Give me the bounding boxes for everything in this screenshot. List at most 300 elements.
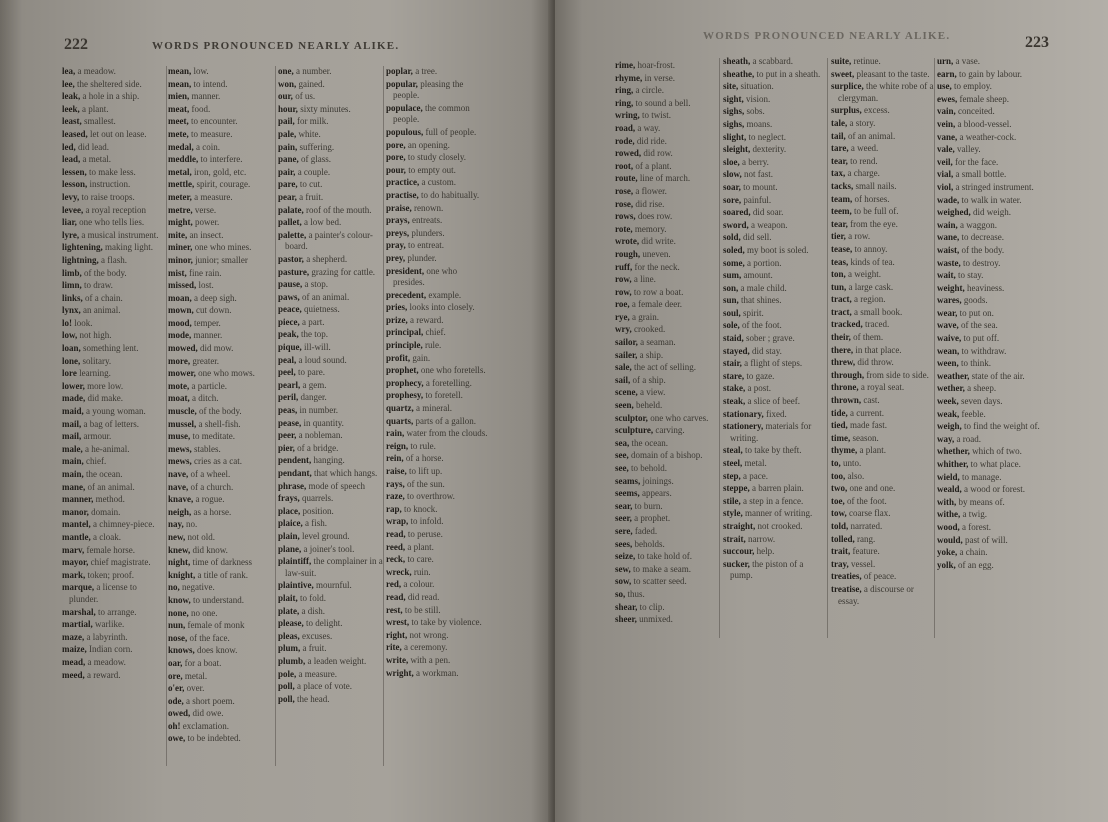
glossary-entry [723,182,828,194]
entry-definition: a road. [954,433,982,444]
glossary-entry [615,73,720,85]
entry-definition: a meadow. [75,66,116,76]
entry-definition: a rogue. [193,494,225,505]
glossary-entry [831,546,936,558]
entry-definition: a current. [847,407,884,418]
glossary-entry [62,368,167,380]
glossary-entry [168,330,273,342]
glossary-entry [168,620,273,632]
entry-word: meter, [168,191,192,202]
entry-definition: the white robe of a clergyman. [838,81,934,103]
entry-definition: to delight. [303,618,343,629]
entry-definition: the ocean. [83,469,123,479]
glossary-entry [62,343,167,355]
glossary-entry [831,408,936,420]
glossary-entry [278,643,383,655]
entry-word: waist, [937,244,960,255]
glossary-entry [937,472,1042,484]
entry-definition: to peruse. [405,528,443,539]
glossary-entry [278,544,383,556]
entry-definition: a fruit. [296,191,324,202]
glossary-entry [831,345,936,357]
entry-word: treaties, [831,571,862,582]
glossary-entry [168,154,273,166]
entry-definition: a weed. [848,143,879,154]
entry-definition: the top. [298,329,329,340]
entry-word: knave, [168,494,194,505]
entry-definition: power. [192,217,220,228]
word-column [168,66,273,746]
entry-word: maize, [62,644,87,655]
entry-word: tacks, [831,180,854,191]
glossary-entry [937,434,1042,446]
entry-word: mead, [62,656,86,667]
glossary-entry [168,557,273,569]
glossary-entry [386,567,491,579]
entry-word: sweet, [831,68,855,79]
entry-definition: to empty out. [405,164,456,175]
entry-definition: a barren plain. [749,483,804,494]
entry-word: pendent, [278,455,312,466]
entry-word: row, [615,274,632,285]
entry-word: precedent, [386,289,427,300]
entry-definition: to lift up. [406,466,443,476]
glossary-entry [278,430,383,442]
glossary-entry [386,79,491,102]
glossary-entry [831,257,936,269]
glossary-entry [723,521,828,533]
entry-word: so, [615,588,626,599]
glossary-entry [168,721,273,733]
glossary-entry [62,242,167,254]
entry-definition: that shines. [738,295,782,306]
glossary-entry [615,501,720,513]
glossary-entry [62,255,167,267]
entry-definition: a blood-vessel. [955,118,1012,129]
entry-definition: pleasing the people. [393,78,464,101]
glossary-entry [831,395,936,407]
entry-word: lo! [62,317,72,328]
glossary-entry [62,205,167,217]
entry-word: hour, [278,103,298,114]
entry-definition: made fast. [847,420,887,431]
entry-definition: from side to side. [864,369,929,380]
entry-word: prays, [386,215,410,226]
entry-word: style, [723,508,743,519]
entry-definition: an insect. [187,229,224,240]
entry-definition: a weight. [845,269,882,280]
entry-definition: verse. [192,204,217,215]
entry-definition: materials for writing. [730,421,812,443]
glossary-entry [615,488,720,500]
entry-definition: to care. [405,554,434,565]
entry-definition: a large cask. [846,281,894,292]
entry-definition: to be full of. [851,206,899,217]
word-column [278,66,383,706]
glossary-entry [937,446,1042,458]
entry-definition: a ship. [637,349,664,360]
entry-definition: token; proof. [85,569,134,580]
entry-definition: a grain. [629,311,659,322]
entry-word: weighed, [937,207,971,218]
entry-definition: of an animal. [85,481,135,492]
entry-word: plaintive, [278,580,314,591]
entry-definition: grazing for cattle. [309,266,376,277]
glossary-entry [168,293,273,305]
glossary-entry [615,211,720,223]
glossary-entry [386,390,491,402]
entry-definition: to interfere. [198,154,243,165]
glossary-entry [723,559,828,582]
glossary-entry [62,532,167,544]
glossary-entry [723,396,828,408]
entry-word: rowed, [615,148,642,159]
entry-word: write, [386,654,409,665]
entry-word: nave, [168,481,189,492]
glossary-entry [62,406,167,418]
glossary-entry [937,182,1042,194]
entry-word: wether, [937,383,965,394]
entry-definition: quietness. [301,304,340,315]
glossary-entry [168,595,273,607]
entry-word: trait, [831,546,851,557]
glossary-entry [831,69,936,81]
glossary-entry [937,69,1042,81]
entry-definition: something lent. [80,343,139,354]
entry-word: nose, [168,632,188,643]
entry-word: seize, [615,551,636,562]
entry-word: ton, [831,269,846,280]
glossary-entry [62,494,167,506]
entry-definition: to be still. [402,604,441,615]
entry-definition: sobs. [744,106,765,117]
glossary-entry [937,371,1042,383]
entry-definition: a berry. [739,156,769,167]
entry-definition: a seaman. [637,337,676,348]
entry-definition: excuses. [299,630,333,641]
glossary-entry [615,463,720,475]
entry-word: sail, [615,374,631,385]
entry-definition: a workman. [413,667,459,678]
glossary-entry [831,181,936,193]
glossary-entry [168,356,273,368]
entry-definition: to withdraw. [959,345,1007,356]
entry-word: would, [937,534,963,545]
entry-word: tail, [831,130,846,141]
entry-word: meddle, [168,154,199,165]
glossary-entry [278,267,383,279]
glossary-entry [62,393,167,405]
entry-definition: to stay. [955,270,984,281]
glossary-entry [937,220,1042,232]
entry-definition: to foretell. [423,390,463,401]
entry-definition: did make. [85,393,123,404]
entry-word: lower, [62,380,85,391]
glossary-entry [278,392,383,404]
entry-definition: of them. [850,332,884,343]
entry-definition: to row a boat. [631,286,684,297]
entry-word: oar, [168,657,183,668]
glossary-entry [278,104,383,116]
entry-definition: a young woman. [83,406,146,417]
entry-definition: renown. [411,202,444,213]
entry-definition: feeble. [959,408,986,419]
glossary-entry [278,580,383,592]
glossary-entry [386,140,491,152]
glossary-entry [386,668,491,680]
entry-definition: of a wheel. [188,469,231,479]
glossary-entry [278,167,383,179]
glossary-entry [386,152,491,164]
entry-word: whither, [937,459,969,469]
glossary-entry [937,421,1042,433]
entry-word: step, [723,470,741,481]
entry-word: pearl, [278,379,301,390]
entry-definition: the ocean. [629,437,668,448]
glossary-entry [615,513,720,525]
glossary-entry [386,353,491,365]
entry-definition: of an egg. [955,559,994,570]
glossary-entry [62,293,167,305]
entry-word: through, [831,369,865,380]
entry-word: see, [615,450,629,461]
glossary-entry [278,405,383,417]
glossary-entry [168,532,273,544]
glossary-entry [278,531,383,543]
entry-definition: seven days. [958,396,1003,407]
entry-definition: excess. [861,105,890,116]
glossary-entry [615,337,720,349]
entry-word: rough, [615,248,641,259]
entry-definition: of the sun. [404,478,445,489]
glossary-entry [278,606,383,618]
glossary-entry [168,393,273,405]
entry-word: lynx, [62,305,81,316]
entry-definition: one who carves. [647,412,709,423]
entry-word: plumb, [278,655,306,666]
entry-definition: ill-will. [301,342,331,353]
entry-word: plane, [278,543,302,554]
entry-definition: learning. [76,368,111,379]
glossary-entry [723,320,828,332]
entry-definition: female horse. [84,544,135,555]
entry-definition: time of darkness [190,557,252,568]
entry-definition: in verse. [642,72,675,83]
entry-word: mail, [62,418,82,429]
entry-word: sloe, [723,156,740,167]
entry-definition: to make a seam. [630,563,691,574]
glossary-entry [386,416,491,428]
glossary-entry [723,283,828,295]
entry-word: right, [386,629,408,640]
entry-word: ween, [937,358,959,369]
entry-word: reed, [386,541,406,552]
entry-word: metre, [168,204,193,215]
entry-word: roe, [615,299,630,310]
entry-word: pease, [278,417,302,428]
glossary-entry [831,458,936,470]
glossary-entry [723,132,828,144]
entry-word: peal, [278,354,297,365]
glossary-entry [168,192,273,204]
glossary-entry [723,346,828,358]
glossary-entry [937,308,1042,320]
entry-word: sore, [723,194,742,205]
entry-definition: to think. [958,358,992,369]
glossary-entry [723,270,828,282]
entry-word: frays, [278,493,300,504]
entry-definition: a prophet. [631,513,671,524]
glossary-entry [615,312,720,324]
entry-word: our, [278,91,293,102]
entry-word: nay, [168,519,184,530]
entry-word: sea, [615,437,630,448]
glossary-entry [615,161,720,173]
entry-word: tray, [831,558,849,569]
glossary-entry [386,605,491,617]
entry-word: raze, [386,491,405,502]
entry-word: thrown, [831,395,862,406]
entry-definition: of the sea. [958,320,998,331]
glossary-entry [168,494,273,506]
entry-definition: dexterity. [750,144,787,155]
entry-word: pause, [278,279,303,290]
entry-definition: let out on lease. [87,128,147,139]
glossary-entry [62,217,167,229]
entry-definition: the common people. [393,102,470,125]
entry-definition: moans. [744,118,773,129]
glossary-entry [168,469,273,481]
entry-definition: armour. [81,431,112,442]
entry-word: rose, [615,185,634,196]
glossary-entry [723,483,828,495]
entry-definition: small nails. [853,180,897,191]
entry-definition: to put off. [961,333,1000,344]
glossary-entry [615,425,720,437]
entry-definition: to walk in water. [959,194,1022,205]
entry-definition: to take by violence. [409,617,482,628]
entry-definition: a measure. [191,191,233,202]
entry-definition: metal. [742,458,767,468]
glossary-entry [831,534,936,546]
glossary-entry [937,560,1042,572]
entry-word: populace, [386,102,423,113]
entry-definition: white. [296,128,321,139]
entry-word: night, [168,557,191,568]
entry-word: veil, [937,156,953,167]
entry-word: manor, [62,506,89,517]
entry-word: prize, [386,314,408,325]
entry-definition: the complainer in a law-suit. [285,556,383,578]
glossary-entry [62,670,167,682]
entry-definition: an animal. [80,305,121,316]
entry-definition: ruin. [411,566,431,577]
glossary-entry [278,481,383,493]
entry-definition: vessel. [848,558,876,569]
glossary-entry [831,219,936,231]
entry-word: vain, [937,106,956,117]
entry-definition: retinue. [851,56,881,66]
glossary-entry [615,413,720,425]
entry-word: lea, [62,66,76,76]
glossary-entry [615,564,720,576]
glossary-entry [615,85,720,97]
glossary-entry [831,231,936,243]
entry-word: mown, [168,305,194,316]
entry-definition: a plant. [79,103,109,114]
entry-word: links, [62,292,83,303]
glossary-entry [615,602,720,614]
entry-definition: to intend. [191,78,228,89]
entry-definition: of a church. [188,481,234,492]
entry-definition: food. [189,103,211,114]
glossary-entry [62,179,167,191]
entry-definition: to encounter. [188,116,238,127]
glossary-entry [168,129,273,141]
glossary-entry [62,330,167,342]
entry-word: tide, [831,407,848,418]
glossary-entry [723,258,828,270]
glossary-entry [723,144,828,156]
entry-word: pain, [278,141,298,152]
entry-word: main, [62,456,84,467]
entry-definition: of horses. [852,193,890,204]
glossary-entry [168,444,273,456]
entry-word: tare, [831,143,849,154]
glossary-entry [168,582,273,594]
entry-word: sew, [615,563,631,574]
entry-word: sculpture, [615,425,654,436]
entry-definition: did ride. [634,135,667,146]
glossary-entry [831,420,936,432]
entry-word: tear, [831,155,848,166]
glossary-entry [723,508,828,520]
entry-definition: a mineral. [413,403,452,414]
glossary-entry [723,169,828,181]
entry-word: slow, [723,169,742,180]
entry-definition: from the eye. [847,218,898,229]
entry-definition: a flash. [98,254,128,265]
glossary-entry [386,453,491,465]
entry-definition: for the face. [952,156,999,167]
glossary-entry [386,428,491,440]
entry-definition: greater. [190,355,220,366]
entry-definition: did read. [405,591,440,602]
entry-definition: the head. [294,693,330,704]
entry-definition: a musical instrument. [79,229,159,240]
entry-definition: did weigh. [970,207,1011,218]
glossary-entry [278,656,383,668]
glossary-entry [831,294,936,306]
entry-word: pasture, [278,266,310,277]
glossary-entry [615,224,720,236]
entry-definition: as a horse. [191,506,232,517]
entry-word: weather, [937,370,970,381]
entry-definition: looks into closely. [407,302,475,313]
entry-word: practise, [386,189,419,200]
entry-word: pair, [278,166,296,177]
glossary-entry [62,545,167,557]
entry-definition: position. [300,505,334,516]
entry-word: lesson, [62,179,88,190]
entry-definition: a stringed instrument. [953,181,1034,192]
entry-word: steel, [723,458,743,468]
entry-word: to, [831,458,841,468]
entry-word: rest, [386,604,403,615]
entry-word: mien, [168,91,190,102]
glossary-entry [278,593,383,605]
glossary-entry [937,358,1042,370]
